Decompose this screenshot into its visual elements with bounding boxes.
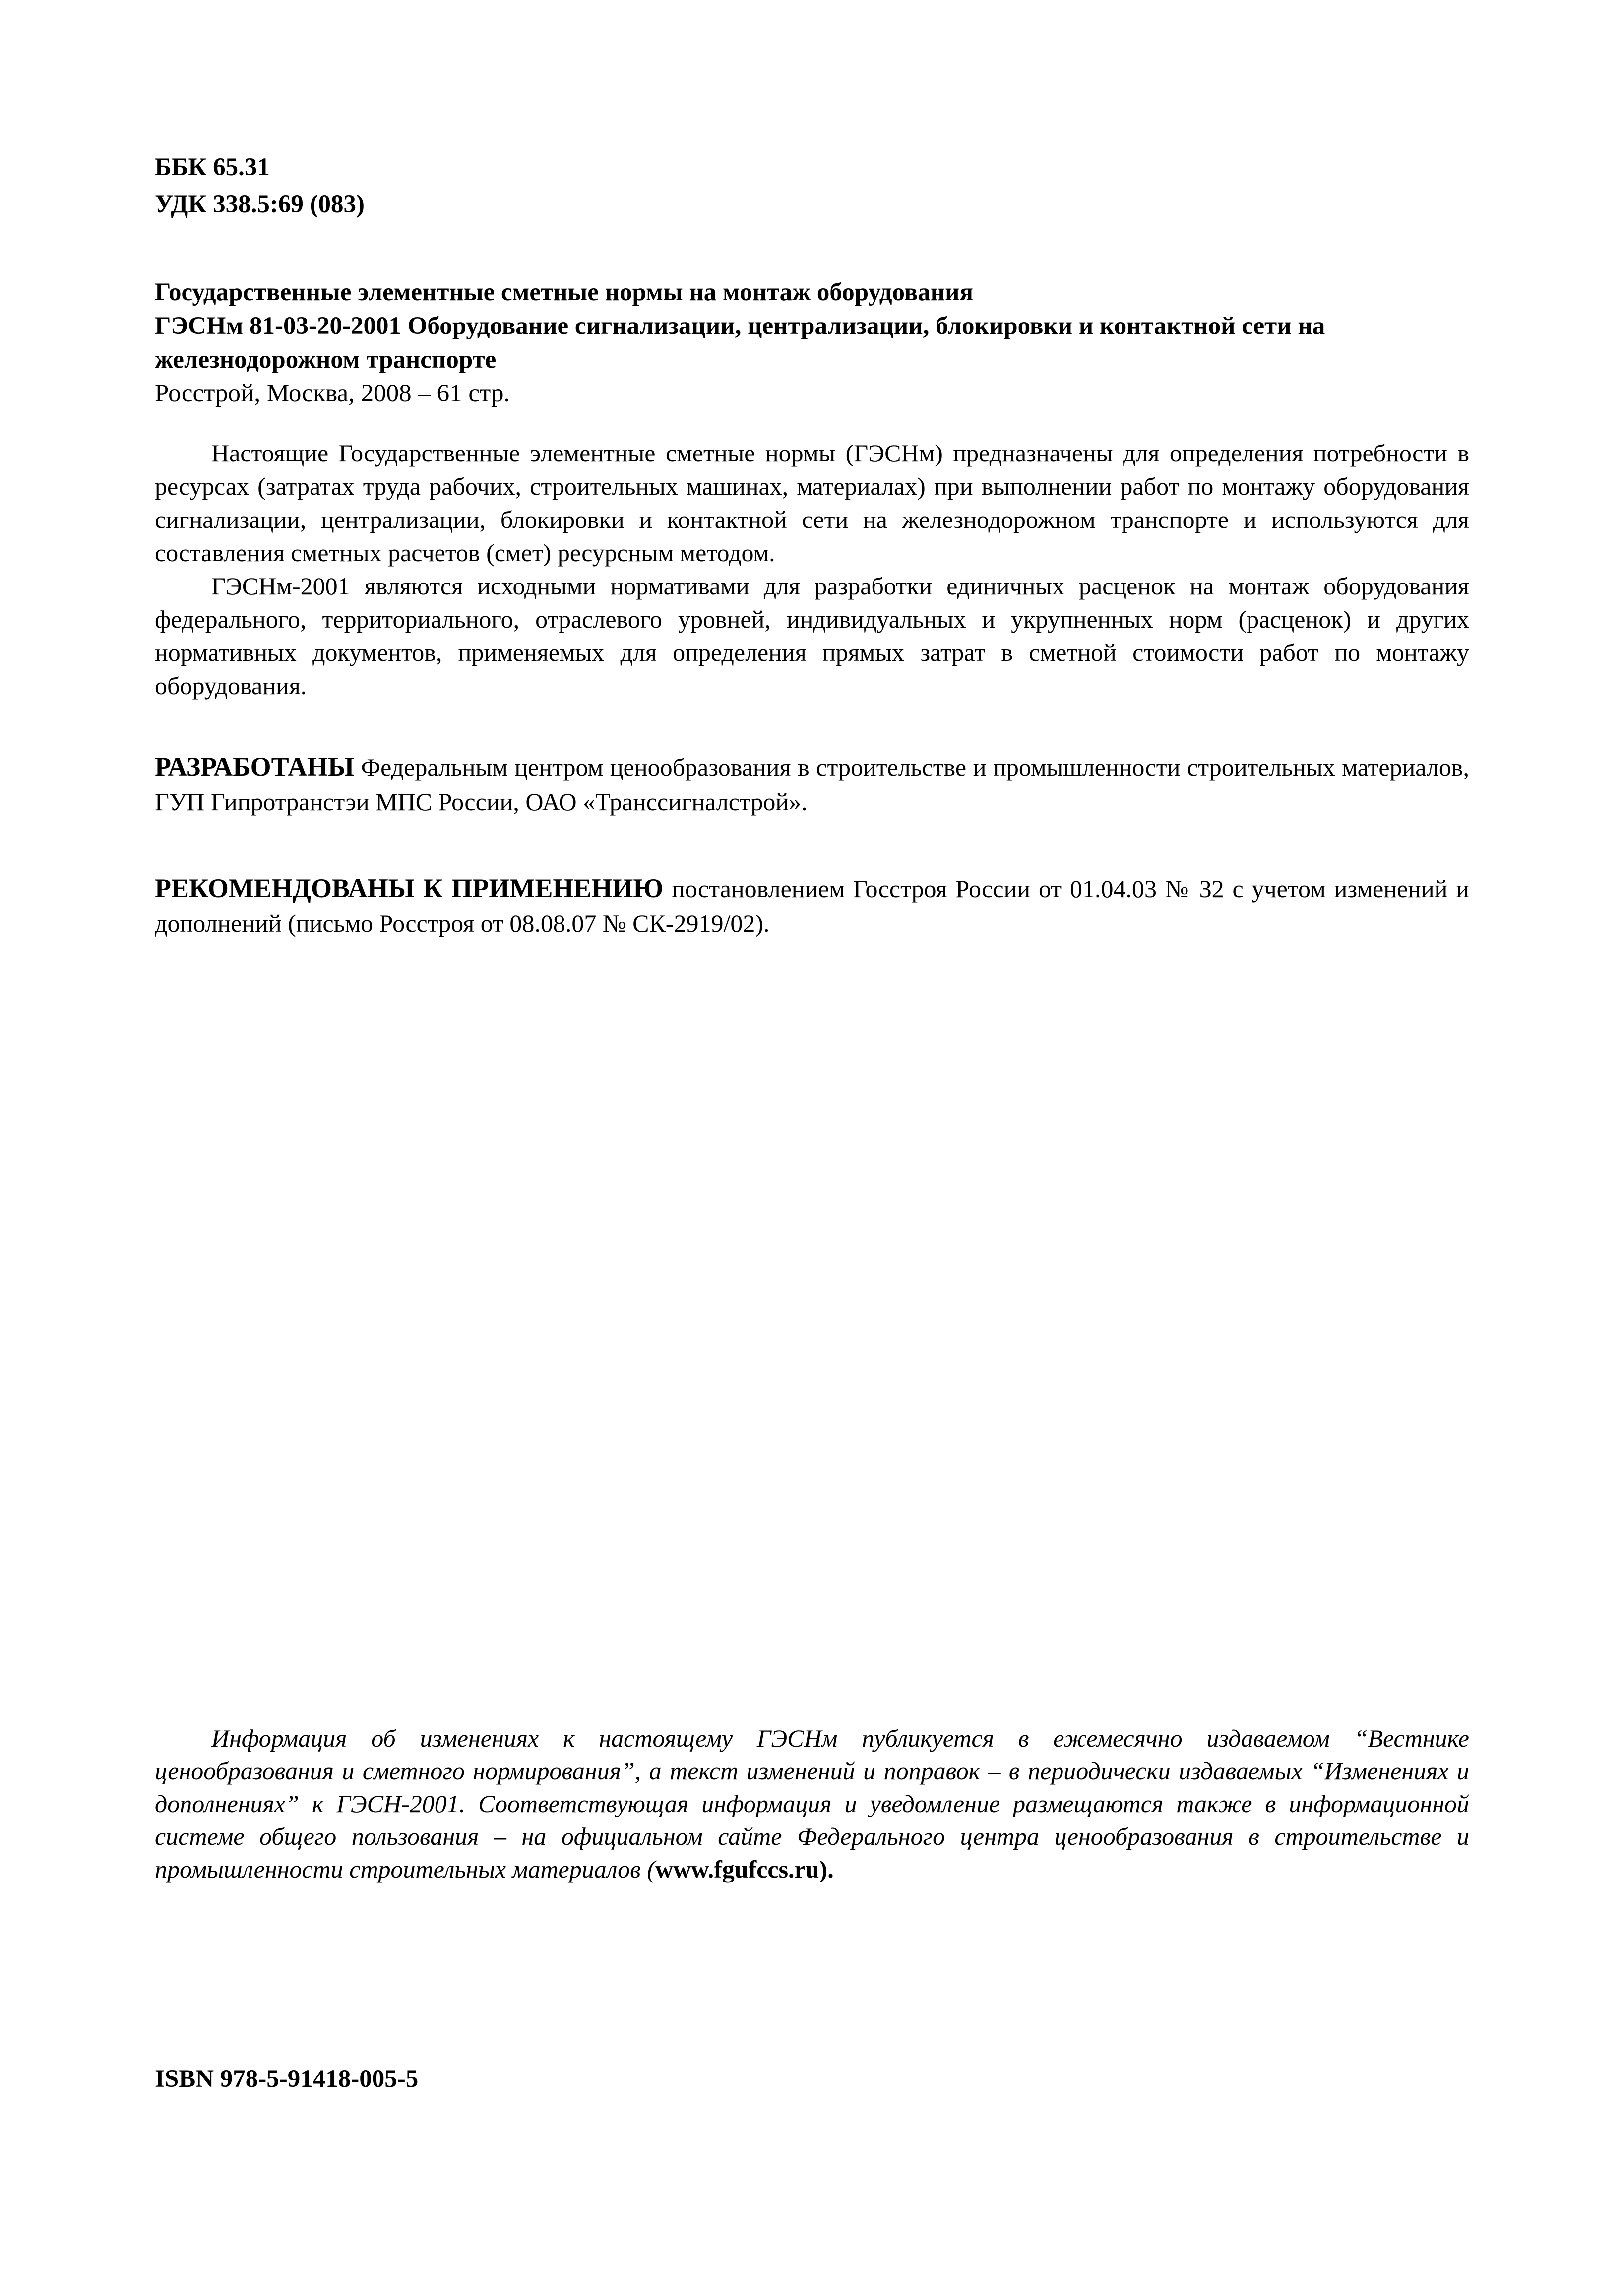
changes-info-closing: ). — [819, 1855, 834, 1883]
developed-text: Федеральным центром ценообразования в строительстве и промышленности строительных материалов, ГУП Гипротранстэи МПС России, ОАО «Транссигналстрой». — [155, 753, 1469, 816]
isbn-number: ISBN 978-5-91418-005-5 — [155, 2065, 419, 2093]
classification-codes — [155, 149, 1469, 223]
abstract-paragraph-2: ГЭСНм-2001 являются исходными нормативами для разработки единичных расценок на монтаж оборудования федерального, территориального, отраслевого уровней, индивидуальных и укрупненных норм (расценок) и других нормативных документов, применяемых для определения прямых затрат в сметной стоимости работ по монтажу оборудования. — [155, 572, 1469, 700]
publisher-line: Росстрой, Москва, 2008 – 61 стр. — [155, 380, 510, 407]
developed-lead: РАЗРАБОТАНЫ — [155, 752, 354, 781]
udk-code: УДК 338.5:69 (083) — [155, 191, 365, 218]
changes-info — [155, 1722, 1469, 1885]
title-line-1: Государственные элементные сметные нормы на монтаж оборудования — [155, 278, 974, 306]
changes-info-text: Информация об изменениях к настоящему ГЭСНм публикуется в ежемесячно издаваемом “Вестнике ценообразования и сметного нормирования”, а текст изменений и поправок – в периодически издаваемых “Изменениях и дополнениях” к ГЭСН-2001. Соответствующая информация и уведомление размещаются также в информационной системе общего пользования – на официальном сайте Федерального центра ценообразования в строительстве и промышленности строительных материалов ( — [155, 1724, 1469, 1883]
recommended-for-use — [155, 871, 1469, 941]
document-title — [155, 275, 1469, 410]
developed-by — [155, 749, 1469, 819]
abstract — [155, 437, 1469, 703]
website-link[interactable]: www.fgufccs.ru — [655, 1855, 819, 1883]
recommended-lead: РЕКОМЕНДОВАНЫ К ПРИМЕНЕНИЮ — [155, 873, 664, 903]
changes-info-paragraph — [155, 1722, 1469, 1885]
recommended-text: постановлением Госстроя России от 01.04.03 № 32 с учетом изменений и дополнений (письмо Росстроя от 08.08.07 № СК-2919/02). — [155, 875, 1470, 937]
bbk-code: ББК 65.31 — [155, 153, 270, 181]
abstract-paragraph-1: Настоящие Государственные элементные сметные нормы (ГЭСНм) предназначены для определения потребности в ресурсах (затратах труда рабочих, строительных машинах, материалах) при выполнении работ по монтажу оборудования сигнализации, централизации, блокировки и контактной сети на железнодорожном транспорте и используются для составления сметных расчетов (смет) ресурсным методом. — [155, 439, 1469, 567]
title-line-2: ГЭСНм 81-03-20-2001 Оборудование сигнализации, централизации, блокировки и контактной сети на железнодорожном транспорте — [155, 312, 1325, 374]
